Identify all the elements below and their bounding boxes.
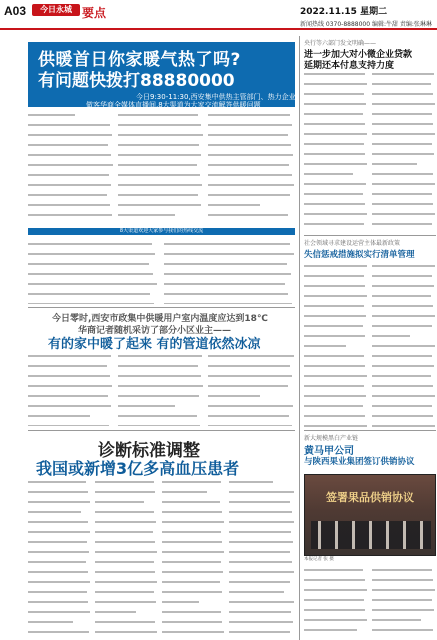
text-line — [304, 609, 368, 616]
text-line — [229, 501, 295, 508]
text-line — [304, 153, 368, 160]
hero-hotline: 有问题快拨打88880000 — [38, 71, 235, 91]
text-line — [28, 415, 114, 422]
text-line — [304, 589, 368, 596]
text-line — [162, 631, 225, 638]
text-line — [304, 213, 368, 220]
hero-body-col-2 — [118, 111, 204, 223]
text-line — [372, 415, 436, 422]
text-line — [304, 173, 368, 180]
right-story2-col-2 — [372, 262, 436, 428]
text-line — [372, 193, 436, 200]
text-line — [28, 124, 114, 131]
text-line — [229, 551, 295, 558]
text-line — [372, 295, 436, 302]
text-line — [372, 335, 436, 342]
section-rule-2 — [28, 430, 295, 431]
hero-body-col-1 — [28, 111, 114, 223]
text-line — [208, 134, 295, 141]
text-line — [372, 589, 436, 596]
text-line — [304, 629, 368, 636]
text-line — [28, 144, 114, 151]
text-line — [304, 123, 368, 130]
text-line — [372, 569, 436, 576]
text-line — [208, 174, 295, 181]
text-line — [304, 83, 368, 90]
text-line — [118, 405, 204, 412]
right-story3-headline-2: 与陕西果业集团签订供销协议 — [304, 457, 415, 467]
text-line — [118, 425, 204, 426]
text-line — [304, 275, 368, 282]
text-line — [162, 621, 225, 628]
text-line — [304, 365, 368, 372]
text-line — [372, 133, 436, 140]
text-line — [372, 103, 436, 110]
text-line — [208, 124, 295, 131]
hero-title: 供暖首日你家暖气热了吗? — [38, 50, 241, 70]
text-line — [118, 385, 204, 392]
text-line — [372, 315, 436, 322]
right-story1-col-1 — [304, 70, 368, 232]
section-rule-1 — [28, 307, 295, 308]
text-line — [372, 365, 436, 372]
text-line — [229, 561, 295, 568]
text-line — [118, 214, 204, 221]
text-line — [28, 405, 114, 412]
text-line — [118, 194, 204, 201]
text-line — [372, 173, 436, 180]
text-line — [28, 631, 91, 638]
text-line — [304, 285, 368, 292]
text-line — [164, 283, 295, 290]
text-line — [162, 571, 225, 578]
story3-col-2 — [95, 478, 158, 638]
text-line — [304, 133, 368, 140]
text-line — [304, 405, 368, 412]
text-line — [372, 305, 436, 312]
text-line — [304, 103, 368, 110]
text-line — [304, 295, 368, 302]
right-story1-kicker: 央行等六部门发文明确—— — [304, 40, 377, 47]
text-line — [28, 611, 91, 618]
text-line — [28, 541, 91, 548]
text-line — [28, 481, 91, 488]
text-line — [372, 619, 436, 626]
text-line — [208, 184, 295, 191]
text-line — [304, 113, 368, 120]
text-line — [372, 265, 436, 272]
text-line — [164, 303, 295, 304]
text-line — [304, 183, 368, 190]
text-line — [95, 581, 158, 588]
text-line — [28, 253, 158, 260]
text-line — [208, 355, 295, 362]
text-line — [372, 223, 436, 230]
text-line — [229, 481, 295, 488]
text-line — [304, 223, 368, 230]
text-line — [28, 561, 91, 568]
text-line — [28, 243, 158, 250]
text-line — [208, 375, 295, 382]
right-story2-kicker: 社会领域寻求建设运营主体最新政策 — [304, 240, 401, 247]
story2-kicker: 今日零时,西安市政集中供暖用户室内温度应达到18℃ — [52, 314, 268, 324]
text-line — [118, 174, 204, 181]
text-line — [372, 93, 436, 100]
story2-col-1 — [28, 352, 114, 426]
text-line — [95, 521, 158, 528]
text-line — [208, 194, 295, 201]
text-line — [372, 375, 436, 382]
text-line — [304, 375, 368, 382]
text-line — [304, 335, 368, 342]
text-line — [372, 83, 436, 90]
text-line — [95, 541, 158, 548]
text-line — [304, 265, 368, 272]
left-margin — [0, 36, 26, 640]
right-story2-headline: 失信惩戒措施拟实行清单管理 — [304, 250, 415, 260]
text-line — [162, 541, 225, 548]
text-line — [95, 551, 158, 558]
text-line — [229, 511, 295, 518]
text-line — [28, 263, 158, 270]
masthead-rule — [0, 28, 437, 30]
text-line — [372, 629, 436, 636]
story2-kicker-2: 华商记者随机采访了部分小区业主—— — [78, 326, 232, 336]
text-line — [304, 305, 368, 312]
text-line — [95, 531, 158, 538]
right-story1-headline-2: 延期还本付息支持力度 — [304, 61, 395, 71]
text-line — [229, 601, 295, 608]
text-line — [162, 521, 225, 528]
text-line — [28, 375, 114, 382]
text-line — [372, 385, 436, 392]
text-line — [28, 283, 158, 290]
text-line — [208, 204, 295, 211]
text-line — [229, 581, 295, 588]
story2-col-2 — [118, 352, 204, 426]
text-line — [118, 154, 204, 161]
text-line — [372, 609, 436, 616]
text-line — [118, 395, 204, 402]
text-line — [95, 611, 158, 618]
text-line — [372, 163, 436, 170]
text-line — [118, 144, 204, 151]
text-line — [162, 561, 225, 568]
text-line — [28, 591, 91, 598]
photo-banner-text: 签署果品供销协议 — [326, 491, 414, 504]
text-line — [304, 355, 368, 362]
text-line — [229, 631, 295, 638]
text-line — [28, 134, 114, 141]
text-line — [28, 214, 114, 221]
page-number: A03 — [4, 4, 27, 18]
right-story3-col-2 — [372, 566, 436, 638]
text-line — [28, 303, 158, 304]
text-line — [95, 511, 158, 518]
text-line — [229, 571, 295, 578]
text-line — [95, 561, 158, 568]
text-line — [208, 154, 295, 161]
text-line — [162, 511, 225, 518]
text-line — [304, 93, 368, 100]
text-line — [304, 345, 368, 352]
text-line — [304, 163, 368, 170]
text-line — [372, 405, 436, 412]
text-line — [164, 263, 295, 270]
text-line — [28, 501, 91, 508]
right-rule-1 — [304, 235, 436, 236]
section-label: 要点 — [82, 6, 107, 20]
text-line — [28, 581, 91, 588]
text-line — [28, 184, 114, 191]
text-line — [229, 611, 295, 618]
text-line — [304, 193, 368, 200]
text-line — [28, 491, 91, 498]
right-story3-col-1 — [304, 566, 368, 638]
text-line — [162, 551, 225, 558]
text-line — [118, 124, 204, 131]
text-line — [372, 355, 436, 362]
text-line — [162, 611, 225, 618]
text-line — [304, 415, 368, 422]
text-line — [372, 395, 436, 402]
text-line — [229, 491, 295, 498]
right-story1-headline-1: 进一步加大对小微企业贷款 — [304, 50, 413, 60]
text-line — [28, 425, 114, 426]
text-line — [372, 275, 436, 282]
text-line — [95, 631, 158, 638]
text-line — [304, 385, 368, 392]
text-line — [162, 491, 225, 498]
text-line — [229, 531, 295, 538]
text-line — [118, 375, 204, 382]
story3-col-3 — [162, 478, 225, 638]
text-line — [28, 601, 91, 608]
text-line — [208, 365, 295, 372]
text-line — [372, 285, 436, 292]
text-line — [95, 481, 158, 488]
text-line — [304, 73, 368, 80]
signing-ceremony-photo — [304, 474, 436, 556]
text-line — [208, 395, 295, 402]
text-line — [28, 194, 114, 201]
text-line — [304, 579, 368, 586]
text-line — [118, 355, 204, 362]
text-line — [208, 385, 295, 392]
right-rule-2 — [304, 430, 436, 431]
text-line — [372, 599, 436, 606]
text-line — [372, 123, 436, 130]
text-line — [164, 243, 295, 250]
text-line — [28, 365, 114, 372]
text-line — [28, 174, 114, 181]
text-line — [162, 531, 225, 538]
hero-subtitle-2: 做客华商全媒体直播间,8大渠道为大家交流解答供暖问题 — [86, 101, 261, 109]
text-line — [304, 325, 368, 332]
text-line — [372, 203, 436, 210]
story3-col-1 — [28, 478, 91, 638]
story3-col-4 — [229, 478, 295, 638]
text-line — [28, 571, 91, 578]
text-line — [28, 385, 114, 392]
text-line — [28, 114, 114, 121]
text-line — [95, 591, 158, 598]
text-line — [164, 273, 295, 280]
text-line — [164, 293, 295, 300]
text-line — [28, 551, 91, 558]
text-line — [118, 365, 204, 372]
hero-body-col-3 — [208, 111, 295, 223]
text-line — [28, 531, 91, 538]
text-line — [229, 621, 295, 628]
text-line — [162, 501, 225, 508]
text-line — [229, 521, 295, 528]
channels-bar: 8大渠道欢迎大家参与我们的热线交流 — [28, 228, 295, 235]
story3-headline-1: 诊断标准调整 — [98, 441, 200, 461]
story2-col-3 — [208, 352, 295, 426]
text-line — [28, 293, 158, 300]
text-line — [164, 253, 295, 260]
text-line — [372, 213, 436, 220]
text-line — [28, 164, 114, 171]
photo-people — [311, 521, 431, 549]
text-line — [208, 415, 295, 422]
hero-subtitle-1: 今日9:30-11:30,西安集中供热主管部门、热力企业 — [136, 93, 296, 101]
text-line — [118, 134, 204, 141]
text-line — [162, 591, 225, 598]
text-line — [304, 315, 368, 322]
text-line — [28, 273, 158, 280]
text-line — [28, 621, 91, 628]
text-line — [372, 113, 436, 120]
editor-line: 新闻热线 0370-8888000 编辑:牛甜 责编:张琳琳 — [300, 21, 432, 28]
text-line — [162, 581, 225, 588]
text-line — [28, 154, 114, 161]
text-line — [372, 143, 436, 150]
text-line — [208, 114, 295, 121]
text-line — [95, 491, 158, 498]
channels-list-left — [28, 240, 158, 304]
right-story3-kicker: 新大规模黑白产业链 — [304, 435, 359, 442]
text-line — [304, 143, 368, 150]
right-story2-col-1 — [304, 262, 368, 428]
text-line — [95, 621, 158, 628]
text-line — [28, 204, 114, 211]
hero-banner — [28, 42, 295, 107]
channels-list-right — [164, 240, 295, 304]
text-line — [372, 153, 436, 160]
text-line — [372, 73, 436, 80]
story3-headline-2: 我国或新增3亿多高血压患者 — [36, 459, 240, 478]
photo-caption: 本报记者 张 摄 — [304, 557, 334, 562]
right-story1-col-2 — [372, 70, 436, 232]
text-line — [304, 599, 368, 606]
text-line — [28, 511, 91, 518]
text-line — [118, 204, 204, 211]
text-line — [208, 405, 295, 412]
right-story3-headline-1: 黄马甲公司 — [304, 446, 354, 457]
text-line — [208, 144, 295, 151]
text-line — [304, 619, 368, 626]
text-line — [372, 183, 436, 190]
text-line — [118, 164, 204, 171]
issue-date: 2022.11.15 星期二 — [300, 7, 388, 17]
text-line — [28, 395, 114, 402]
text-line — [162, 481, 225, 488]
text-line — [118, 415, 204, 422]
text-line — [304, 569, 368, 576]
text-line — [95, 501, 158, 508]
story2-headline: 有的家中暖了起来 有的管道依然冰凉 — [48, 337, 261, 352]
column-divider — [299, 36, 300, 640]
newspaper-logo: 今日永城 — [32, 4, 80, 16]
text-line — [95, 601, 158, 608]
text-line — [208, 425, 295, 426]
text-line — [118, 184, 204, 191]
text-line — [304, 203, 368, 210]
masthead — [0, 0, 437, 36]
text-line — [95, 571, 158, 578]
text-line — [372, 345, 436, 352]
text-line — [372, 579, 436, 586]
text-line — [162, 601, 225, 608]
text-line — [229, 541, 295, 548]
text-line — [304, 395, 368, 402]
text-line — [372, 325, 436, 332]
text-line — [208, 214, 295, 221]
text-line — [28, 521, 91, 528]
text-line — [372, 425, 436, 428]
text-line — [229, 591, 295, 598]
text-line — [208, 164, 295, 171]
text-line — [304, 425, 368, 428]
text-line — [118, 114, 204, 121]
text-line — [28, 355, 114, 362]
